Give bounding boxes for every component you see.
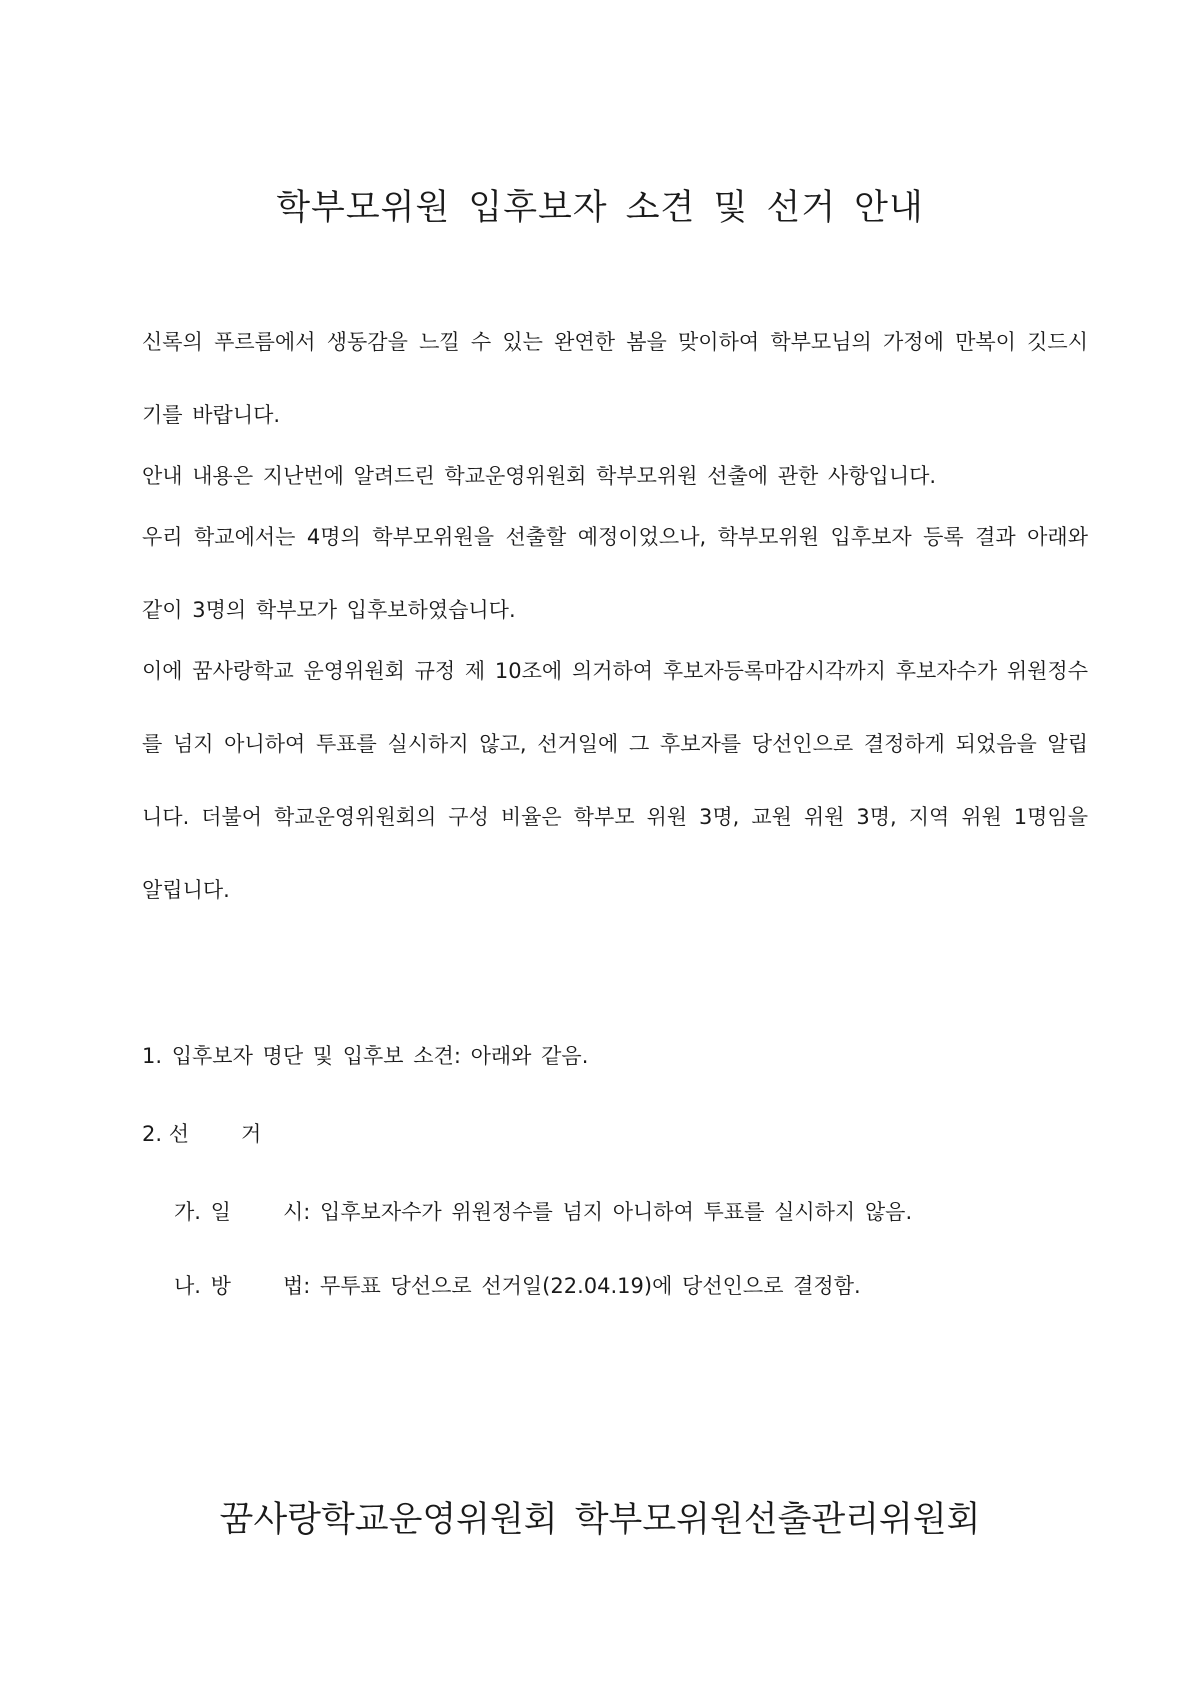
item-election	[142, 1118, 261, 1148]
item-election-method	[174, 1270, 861, 1300]
item-election-date-text: 시: 입후보자수가 위원정수를 넘지 아니하여 투표를 실시하지 않음.	[282, 1200, 913, 1224]
item-candidate-list: 1. 입후보자 명단 및 입후보 소견: 아래와 같음.	[142, 1044, 589, 1068]
item-election-label-tail: 거	[241, 1122, 262, 1146]
item-election-label: 2. 선	[142, 1122, 189, 1146]
item-election-date	[174, 1196, 912, 1226]
paragraph-intro: 안내 내용은 지난번에 알려드린 학교운영위원회 학부모위원 선출에 관한 사항입니다.	[142, 464, 937, 488]
document-title: 학부모위원 입후보자 소견 및 선거 안내	[276, 188, 924, 228]
item-election-method-label: 나. 방	[174, 1274, 231, 1298]
paragraph-candidates: 우리 학교에서는 4명의 학부모위원을 선출할 예정이었으나, 학부모위원 입후보자 등록 결과 아래와 같이 3명의 학부모가 입후보하였습니다.	[142, 525, 1088, 622]
issuing-committee: 꿈사랑학교운영위원회 학부모위원선출관리위원회	[219, 1500, 981, 1540]
paragraph-decision: 이에 꿈사랑학교 운영위원회 규정 제 10조에 의거하여 후보자등록마감시각까지 후보자수가 위원정수를 넘지 아니하여 투표를 실시하지 않고, 선거일에 그 후보자를 당선인으로 결정하게 되었음을 알립니다. 더불어 학교운영위원회의 구성 비율은 학부모 위원 3명, 교원 위원 3명, 지역 위원 1명임을 알립니다.	[142, 659, 1088, 902]
item-election-method-text: 법: 무투표 당선으로 선거일(22.04.19)에 당선인으로 결정함.	[282, 1274, 861, 1298]
item-election-date-label: 가. 일	[174, 1200, 231, 1224]
document-body	[142, 306, 1088, 927]
paragraph-greeting: 신록의 푸르름에서 생동감을 느낄 수 있는 완연한 봄을 맞이하여 학부모님의 가정에 만복이 깃드시기를 바랍니다.	[142, 330, 1088, 427]
